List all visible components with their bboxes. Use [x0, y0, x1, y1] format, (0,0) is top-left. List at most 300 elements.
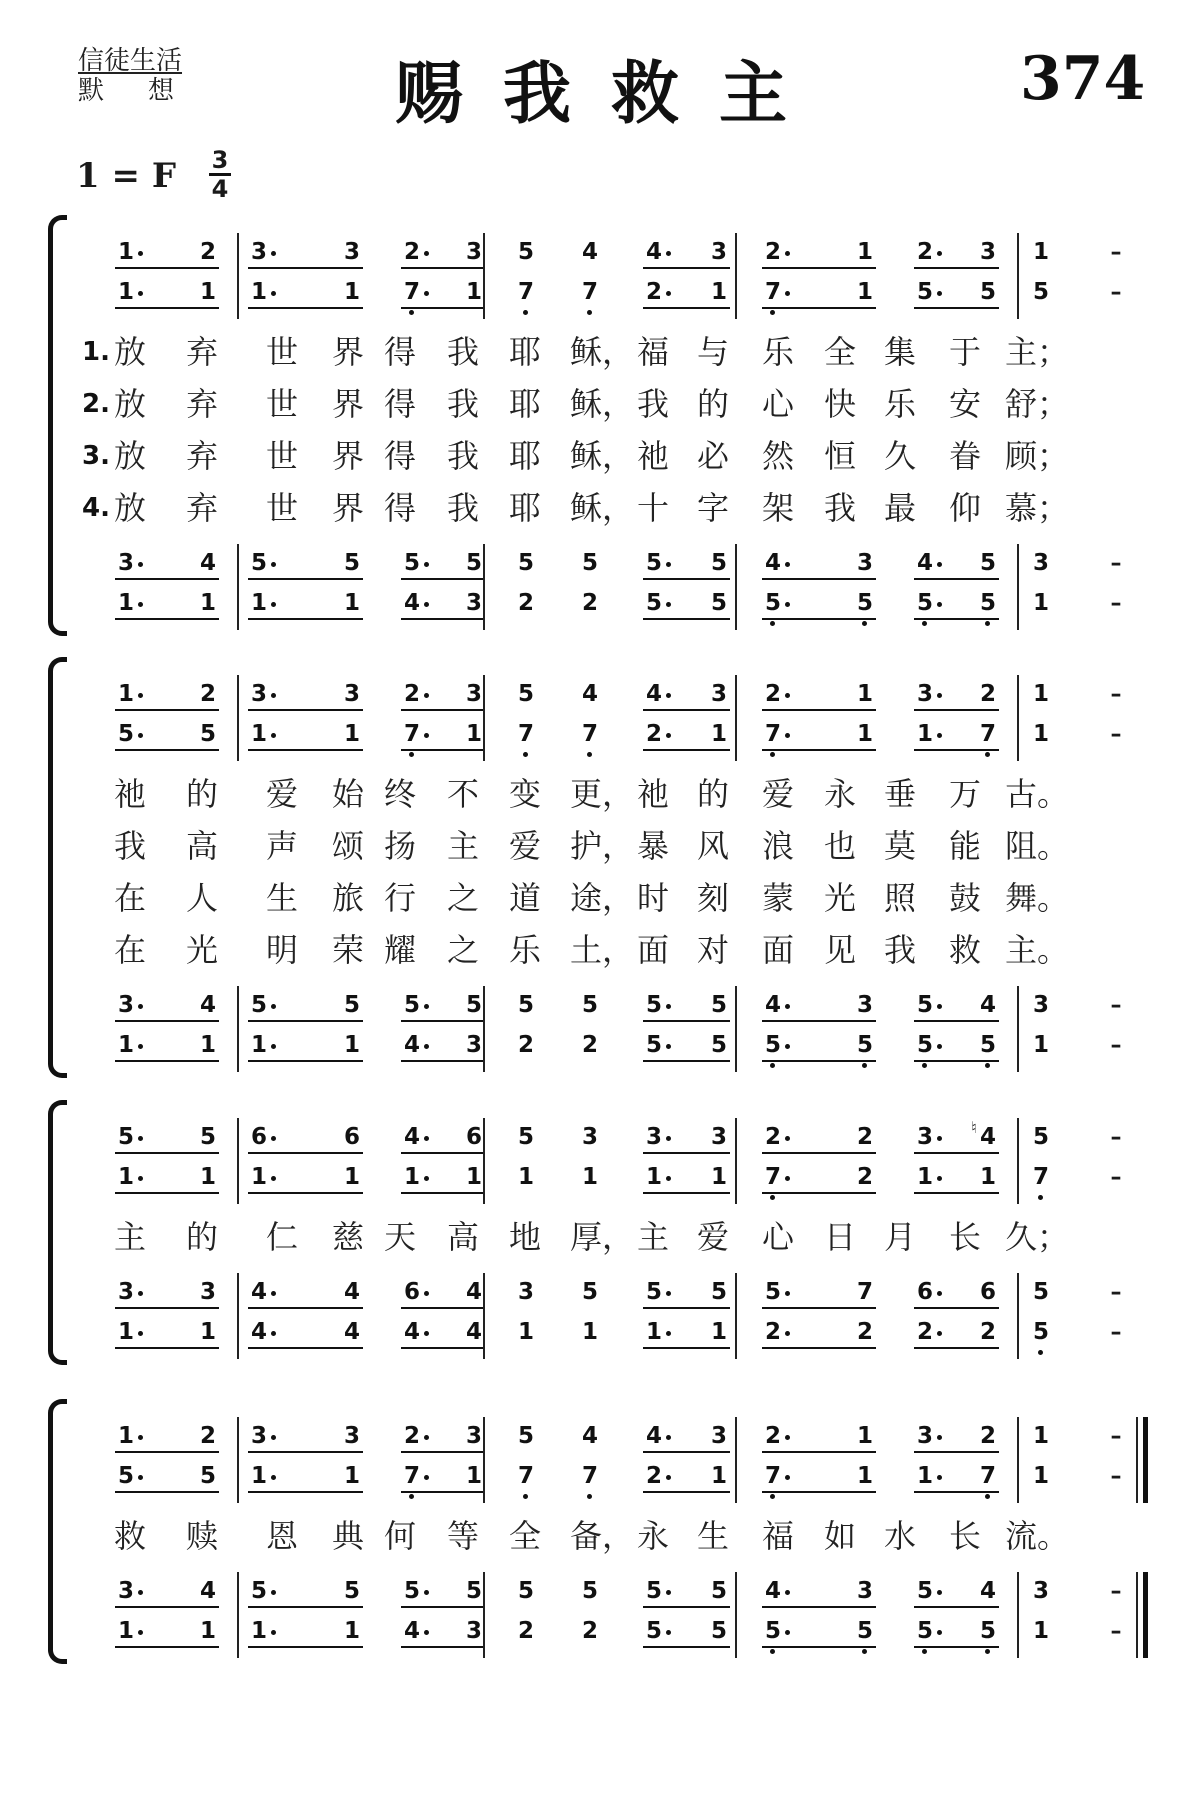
- note: [579, 548, 619, 582]
- note: [341, 1317, 381, 1351]
- note: [115, 1616, 155, 1650]
- augmentation-dot: [138, 1630, 143, 1635]
- lyric-char: 架: [761, 489, 794, 527]
- lyric-char: 我: [823, 489, 856, 527]
- note: [762, 679, 802, 713]
- lyric-char: 必: [696, 437, 729, 475]
- note-digit: 5: [517, 1423, 534, 1449]
- note-digit: 3: [710, 239, 727, 265]
- lyric-char: 字: [696, 489, 729, 527]
- augmentation-dot: [138, 1004, 143, 1009]
- barline: [483, 1273, 485, 1359]
- note-digit: 5: [117, 1463, 134, 1489]
- lyric-char: 最: [883, 489, 916, 527]
- note-digit: 1: [403, 1164, 420, 1190]
- note: [977, 1576, 1017, 1610]
- note-beam: [248, 709, 363, 711]
- note-beam: [643, 1646, 730, 1648]
- note-digit: 1: [710, 1164, 727, 1190]
- note-digit: 1: [117, 1618, 134, 1644]
- lyric-char: 古。: [1005, 775, 1070, 813]
- note-digit: 5: [764, 590, 781, 616]
- note-digit: 1: [856, 681, 873, 707]
- dash-glyph: –: [1110, 1280, 1122, 1305]
- note-beam: [643, 709, 730, 711]
- note-digit: 2: [199, 239, 216, 265]
- note-digit: 7: [764, 279, 781, 305]
- augmentation-dot: [271, 291, 276, 296]
- sustain-dash: [1105, 588, 1145, 622]
- lyric-char: 放: [113, 333, 146, 371]
- note-beam: [248, 267, 363, 269]
- barline: [237, 986, 239, 1072]
- lyric-char: 如: [823, 1517, 856, 1555]
- lyric-char: 与: [696, 333, 729, 371]
- note-digit: 1: [250, 1463, 267, 1489]
- augmentation-dot: [271, 1291, 276, 1296]
- note: [1030, 1576, 1070, 1610]
- note-digit: 1: [916, 1164, 933, 1190]
- note: [854, 1616, 894, 1650]
- lyric-char: 面: [761, 931, 794, 969]
- note-digit: 4: [764, 550, 781, 576]
- lyric-char: 祂: [636, 437, 669, 475]
- note: [401, 1616, 441, 1650]
- hymn-title: 赐我救主: [395, 54, 828, 134]
- lyric-char: 界: [331, 385, 364, 423]
- note-digit: 1: [517, 1319, 534, 1345]
- lyric-char: 顾；: [1005, 437, 1070, 475]
- lyric-char: 安: [948, 385, 981, 423]
- note-digit: 4: [403, 590, 420, 616]
- augmentation-dot: [666, 1291, 671, 1296]
- note: [1030, 1461, 1070, 1495]
- lyric-char: 乐: [761, 333, 794, 371]
- note-digit: 5: [517, 681, 534, 707]
- augmentation-dot: [138, 562, 143, 567]
- note-digit: 5: [645, 550, 662, 576]
- note-digit: 1: [1032, 681, 1049, 707]
- augmentation-dot: [785, 1435, 790, 1440]
- note-beam: [914, 307, 999, 309]
- lyric-char: 土，: [570, 931, 635, 969]
- note: [341, 679, 381, 713]
- note: [914, 1162, 954, 1196]
- augmentation-dot: [138, 251, 143, 256]
- note-digit: 5: [403, 550, 420, 576]
- note-digit: 1: [343, 1164, 360, 1190]
- augmentation-dot: [937, 1331, 942, 1336]
- note-digit: 1: [856, 279, 873, 305]
- note: [643, 1461, 683, 1495]
- lyric-char: 救: [113, 1517, 146, 1555]
- low-octave-dot: [523, 310, 528, 315]
- note-digit: 5: [645, 590, 662, 616]
- lyric-char: 恩: [265, 1517, 298, 1555]
- note-digit: 2: [979, 1423, 996, 1449]
- lyric-char: 途，: [570, 879, 635, 917]
- note-digit: 5: [517, 1124, 534, 1150]
- sustain-dash: [1105, 1122, 1145, 1156]
- note-beam: [401, 1192, 485, 1194]
- note-beam: [914, 1606, 999, 1608]
- lyric-char: 世: [265, 437, 298, 475]
- note-digit: 2: [645, 721, 662, 747]
- note: [708, 1162, 748, 1196]
- header-category: [78, 46, 218, 106]
- note-digit: 5: [856, 1618, 873, 1644]
- note: [977, 588, 1017, 622]
- augmentation-dot: [937, 602, 942, 607]
- note-digit: 2: [199, 1423, 216, 1449]
- note-beam: [401, 1347, 485, 1349]
- low-octave-dot: [770, 621, 775, 626]
- note-digit: 1: [1032, 1032, 1049, 1058]
- note-digit: 2: [764, 681, 781, 707]
- low-octave-dot: [409, 310, 414, 315]
- note-digit: 1: [856, 721, 873, 747]
- note-digit: 1: [856, 239, 873, 265]
- note: [854, 1162, 894, 1196]
- note: [643, 588, 683, 622]
- lyric-char: 时: [636, 879, 669, 917]
- barline: [1017, 986, 1019, 1072]
- note: [977, 548, 1017, 582]
- note: [643, 719, 683, 753]
- note: [515, 719, 555, 753]
- note-digit: 7: [764, 1463, 781, 1489]
- note: [762, 1030, 802, 1064]
- barline: [483, 1417, 485, 1503]
- note-digit: 5: [710, 1279, 727, 1305]
- note: [115, 548, 155, 582]
- note: [708, 1461, 748, 1495]
- note: [579, 1162, 619, 1196]
- note: [248, 719, 288, 753]
- note: [914, 1576, 954, 1610]
- note-digit: 5: [343, 1578, 360, 1604]
- note: [708, 1576, 748, 1610]
- note: [708, 277, 748, 311]
- note: [762, 588, 802, 622]
- verse-number: 3.: [82, 441, 110, 471]
- lyric-char: 耶: [508, 385, 541, 423]
- dash-glyph: –: [1110, 1579, 1122, 1604]
- low-octave-dot: [587, 310, 592, 315]
- note-beam: [401, 307, 485, 309]
- note-beam: [115, 307, 219, 309]
- note: [854, 1421, 894, 1455]
- note-beam: [762, 1192, 876, 1194]
- note: [762, 990, 802, 1024]
- note: [197, 990, 237, 1024]
- note: [977, 1317, 1017, 1351]
- note-digit: 1: [199, 1032, 216, 1058]
- barline: [735, 1417, 737, 1503]
- note-beam: [643, 618, 730, 620]
- note: [515, 1317, 555, 1351]
- note-digit: 7: [581, 1463, 598, 1489]
- note: [762, 237, 802, 271]
- note-beam: [248, 1307, 363, 1309]
- augmentation-dot: [937, 1590, 942, 1595]
- lyric-char: 何: [383, 1517, 416, 1555]
- augmentation-dot: [271, 1590, 276, 1595]
- lyric-char: 人: [185, 879, 218, 917]
- note-beam: [115, 578, 219, 580]
- lyric-char: 爱: [761, 775, 794, 813]
- augmentation-dot: [271, 1136, 276, 1141]
- note-digit: 3: [465, 1032, 482, 1058]
- note-digit: 3: [856, 1578, 873, 1604]
- lyric-char: 主: [446, 827, 479, 865]
- note: [977, 277, 1017, 311]
- note: [643, 1317, 683, 1351]
- note-digit: 1: [581, 1319, 598, 1345]
- note: [515, 237, 555, 271]
- augmentation-dot: [785, 291, 790, 296]
- note-digit: 7: [517, 1463, 534, 1489]
- note-digit: 5: [916, 590, 933, 616]
- lyric-char: 我: [636, 385, 669, 423]
- barline: [1017, 1273, 1019, 1359]
- note: [977, 679, 1017, 713]
- note: [515, 588, 555, 622]
- note-digit: 5: [710, 1578, 727, 1604]
- note-beam: [643, 1152, 730, 1154]
- note-digit: 5: [465, 550, 482, 576]
- sustain-dash: [1105, 1461, 1145, 1495]
- note-digit: 5: [581, 992, 598, 1018]
- note-beam: [643, 1491, 730, 1493]
- meter-top: 3: [211, 146, 229, 174]
- lyric-char: 的: [696, 775, 729, 813]
- note: [341, 237, 381, 271]
- lyric-char: 主: [113, 1218, 146, 1256]
- system-bracket: [48, 657, 67, 1078]
- augmentation-dot: [937, 1136, 942, 1141]
- lyric-char: 的: [185, 775, 218, 813]
- note: [579, 1421, 619, 1455]
- note: [708, 1030, 748, 1064]
- note: [1030, 237, 1070, 271]
- note: [708, 990, 748, 1024]
- lyric-char: 耶: [508, 437, 541, 475]
- note: [854, 1576, 894, 1610]
- note: [643, 1122, 683, 1156]
- lyric-char: 我: [446, 385, 479, 423]
- collection-label: 信徒生活: [78, 46, 183, 76]
- lyric-char: 始: [331, 775, 364, 813]
- note: [643, 277, 683, 311]
- note-digit: 5: [764, 1032, 781, 1058]
- note: [401, 719, 441, 753]
- note-digit: 1: [250, 279, 267, 305]
- augmentation-dot: [937, 1475, 942, 1480]
- note: [401, 679, 441, 713]
- dash-glyph: –: [1110, 1165, 1122, 1190]
- note-digit: 4: [343, 1319, 360, 1345]
- note-beam: [248, 1606, 363, 1608]
- note-digit: 3: [343, 681, 360, 707]
- lyric-char: 能: [948, 827, 981, 865]
- lyric-char: 厚，: [570, 1218, 635, 1256]
- note: [762, 1317, 802, 1351]
- augmentation-dot: [666, 291, 671, 296]
- note-digit: 3: [250, 239, 267, 265]
- low-octave-dot: [1038, 1195, 1043, 1200]
- note-beam: [762, 1152, 876, 1154]
- barline: [735, 544, 737, 630]
- lyric-char: 稣，: [570, 385, 635, 423]
- note-digit: 5: [645, 1618, 662, 1644]
- note: [115, 1317, 155, 1351]
- note-digit: 5: [517, 239, 534, 265]
- note: [515, 679, 555, 713]
- note-digit: 5: [1032, 279, 1049, 305]
- lyric-char: 扬: [383, 827, 416, 865]
- sustain-dash: [1105, 1277, 1145, 1311]
- note-beam: [248, 1646, 363, 1648]
- note-digit: 1: [117, 279, 134, 305]
- note-digit: 4: [403, 1032, 420, 1058]
- note: [197, 237, 237, 271]
- augmentation-dot: [271, 1331, 276, 1336]
- augmentation-dot: [271, 602, 276, 607]
- note-beam: [115, 1646, 219, 1648]
- final-barline-thick: [1143, 1417, 1148, 1503]
- note: [341, 1461, 381, 1495]
- note-digit: 1: [710, 1463, 727, 1489]
- note-digit: 3: [1032, 992, 1049, 1018]
- note-digit: 5: [199, 721, 216, 747]
- lyric-char: 久: [883, 437, 916, 475]
- lyric-char: 耶: [508, 333, 541, 371]
- note-digit: 7: [403, 721, 420, 747]
- note-digit: 7: [581, 721, 598, 747]
- note: [914, 1317, 954, 1351]
- note-digit: 4: [979, 1124, 996, 1150]
- lyric-char: 仁: [265, 1218, 298, 1256]
- lyric-char: 等: [446, 1517, 479, 1555]
- note-beam: [914, 1060, 999, 1062]
- note-digit: 1: [856, 1463, 873, 1489]
- note-digit: 3: [117, 1279, 134, 1305]
- note-digit: 3: [581, 1124, 598, 1150]
- augmentation-dot: [666, 1176, 671, 1181]
- note: [1030, 1421, 1070, 1455]
- note: [579, 1616, 619, 1650]
- lyric-char: 慈: [331, 1218, 364, 1256]
- lyric-char: 界: [331, 437, 364, 475]
- note-digit: 2: [517, 1618, 534, 1644]
- note-digit: 5: [581, 1578, 598, 1604]
- note-digit: 1: [645, 1164, 662, 1190]
- note-digit: 2: [856, 1319, 873, 1345]
- note-beam: [248, 578, 363, 580]
- low-octave-dot: [770, 1063, 775, 1068]
- note: [515, 990, 555, 1024]
- note-digit: 3: [916, 1124, 933, 1150]
- note-beam: [643, 749, 730, 751]
- note-digit: 5: [645, 992, 662, 1018]
- note: [762, 1122, 802, 1156]
- note-digit: 1: [916, 721, 933, 747]
- augmentation-dot: [424, 693, 429, 698]
- lyric-char: 我: [113, 827, 146, 865]
- lyric-char: 乐: [883, 385, 916, 423]
- augmentation-dot: [785, 1044, 790, 1049]
- note-digit: 1: [117, 239, 134, 265]
- note-digit: 4: [199, 1578, 216, 1604]
- note: [515, 1576, 555, 1610]
- note-beam: [115, 749, 219, 751]
- lyric-char: 光: [185, 931, 218, 969]
- note: [914, 1421, 954, 1455]
- lyric-char: 放: [113, 437, 146, 475]
- note-beam: [762, 1451, 876, 1453]
- lyric-char: 弃: [185, 489, 218, 527]
- note: [914, 719, 954, 753]
- note-digit: 4: [764, 1578, 781, 1604]
- note-beam: [762, 1646, 876, 1648]
- note: [854, 1317, 894, 1351]
- note-digit: 5: [979, 279, 996, 305]
- note: [579, 1317, 619, 1351]
- note-digit: 4: [403, 1124, 420, 1150]
- note-beam: [762, 709, 876, 711]
- lyric-char: 全: [823, 333, 856, 371]
- lyric-char: 界: [331, 489, 364, 527]
- augmentation-dot: [271, 1004, 276, 1009]
- note-digit: 5: [916, 1618, 933, 1644]
- lyric-char: 道: [508, 879, 541, 917]
- note-digit: 3: [979, 239, 996, 265]
- note-beam: [401, 709, 485, 711]
- note: [914, 277, 954, 311]
- augmentation-dot: [424, 562, 429, 567]
- note-digit: 2: [517, 1032, 534, 1058]
- augmentation-dot: [271, 1176, 276, 1181]
- lyric-char: 集: [883, 333, 916, 371]
- low-octave-dot: [862, 1649, 867, 1654]
- dash-glyph: –: [1110, 591, 1122, 616]
- note: [401, 1277, 441, 1311]
- augmentation-dot: [785, 1630, 790, 1635]
- final-barline-thin: [1136, 1417, 1138, 1503]
- augmentation-dot: [666, 1004, 671, 1009]
- note-beam: [115, 267, 219, 269]
- note-beam: [914, 618, 999, 620]
- note: [401, 277, 441, 311]
- note-digit: 3: [710, 681, 727, 707]
- note: [854, 588, 894, 622]
- note: [579, 277, 619, 311]
- note: [579, 1277, 619, 1311]
- note: [643, 1576, 683, 1610]
- note-beam: [248, 1451, 363, 1453]
- note-beam: [762, 1020, 876, 1022]
- lyric-char: 赎: [185, 1517, 218, 1555]
- note: [197, 277, 237, 311]
- lyric-char: 然: [761, 437, 794, 475]
- note: [708, 1421, 748, 1455]
- low-octave-dot: [523, 752, 528, 757]
- lyric-char: 乐: [508, 931, 541, 969]
- lyric-char: 放: [113, 385, 146, 423]
- lyric-char: 耶: [508, 489, 541, 527]
- note-digit: 5: [517, 550, 534, 576]
